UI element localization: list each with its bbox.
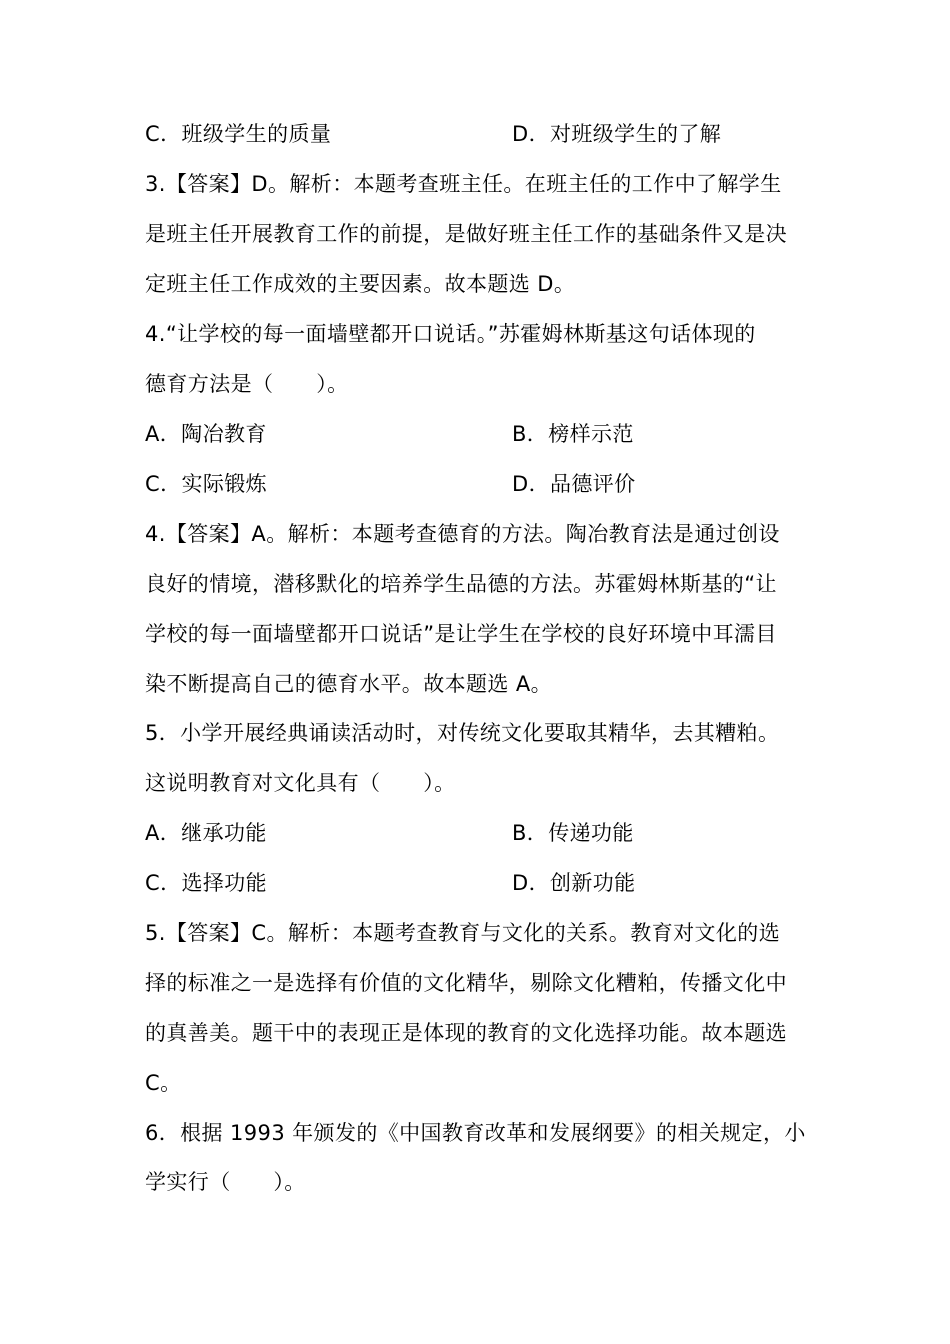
q2-option-d: D．对班级学生的了解 bbox=[512, 122, 722, 146]
answer-5-line-1: 5.【答案】C。解析：本题考查教育与文化的关系。教育对文化的选 bbox=[145, 921, 781, 945]
answer-3-line-2: 是班主任开展教育工作的前提，是做好班主任工作的基础条件又是决 bbox=[145, 222, 787, 246]
question-5-line-1: 5．小学开展经典诵读活动时，对传统文化要取其精华，去其糟粕。 bbox=[145, 721, 780, 745]
q5-option-c: C．选择功能 bbox=[145, 871, 268, 895]
question-5-line-2: 这说明教育对文化具有（ ）。 bbox=[145, 771, 456, 795]
q4-option-c: C．实际锻炼 bbox=[145, 472, 268, 496]
q2-option-c: C．班级学生的质量 bbox=[145, 122, 332, 146]
answer-4-line-1: 4.【答案】A。解析：本题考查德育的方法。陶冶教育法是通过创设 bbox=[145, 522, 780, 546]
answer-4-line-4: 染不断提高自己的德育水平。故本题选 A。 bbox=[145, 672, 553, 696]
answer-3-line-1: 3.【答案】D。解析：本题考查班主任。在班主任的工作中了解学生 bbox=[145, 172, 782, 196]
question-6-line-2: 学实行（ ）。 bbox=[145, 1170, 306, 1194]
q5-option-b: B．传递功能 bbox=[512, 821, 634, 845]
q4-option-a: A．陶冶教育 bbox=[145, 422, 267, 446]
answer-3-line-3: 定班主任工作成效的主要因素。故本题选 D。 bbox=[145, 272, 576, 296]
answer-4-line-3: 学校的每一面墙壁都开口说话”是让学生在学校的良好环境中耳濡目 bbox=[145, 622, 777, 646]
answer-4-line-2: 良好的情境，潜移默化的培养学生品德的方法。苏霍姆林斯基的“让 bbox=[145, 572, 777, 596]
question-4-line-2: 德育方法是（ ）。 bbox=[145, 372, 349, 396]
q4-option-d: D．品德评价 bbox=[512, 472, 636, 496]
question-6-line-1: 6．根据 1993 年颁发的《中国教育改革和发展纲要》的相关规定，小 bbox=[145, 1121, 806, 1145]
q5-option-d: D．创新功能 bbox=[512, 871, 636, 895]
answer-5-line-3: 的真善美。题干中的表现正是体现的教育的文化选择功能。故本题选 bbox=[145, 1021, 787, 1045]
answer-5-line-4: C。 bbox=[145, 1071, 182, 1095]
answer-5-line-2: 择的标准之一是选择有价值的文化精华，剔除文化糟粕，传播文化中 bbox=[145, 971, 787, 995]
question-4-line-1: 4.“让学校的每一面墙壁都开口说话。”苏霍姆林斯基这句话体现的 bbox=[145, 322, 756, 346]
q5-option-a: A．继承功能 bbox=[145, 821, 267, 845]
q4-option-b: B．榜样示范 bbox=[512, 422, 634, 446]
